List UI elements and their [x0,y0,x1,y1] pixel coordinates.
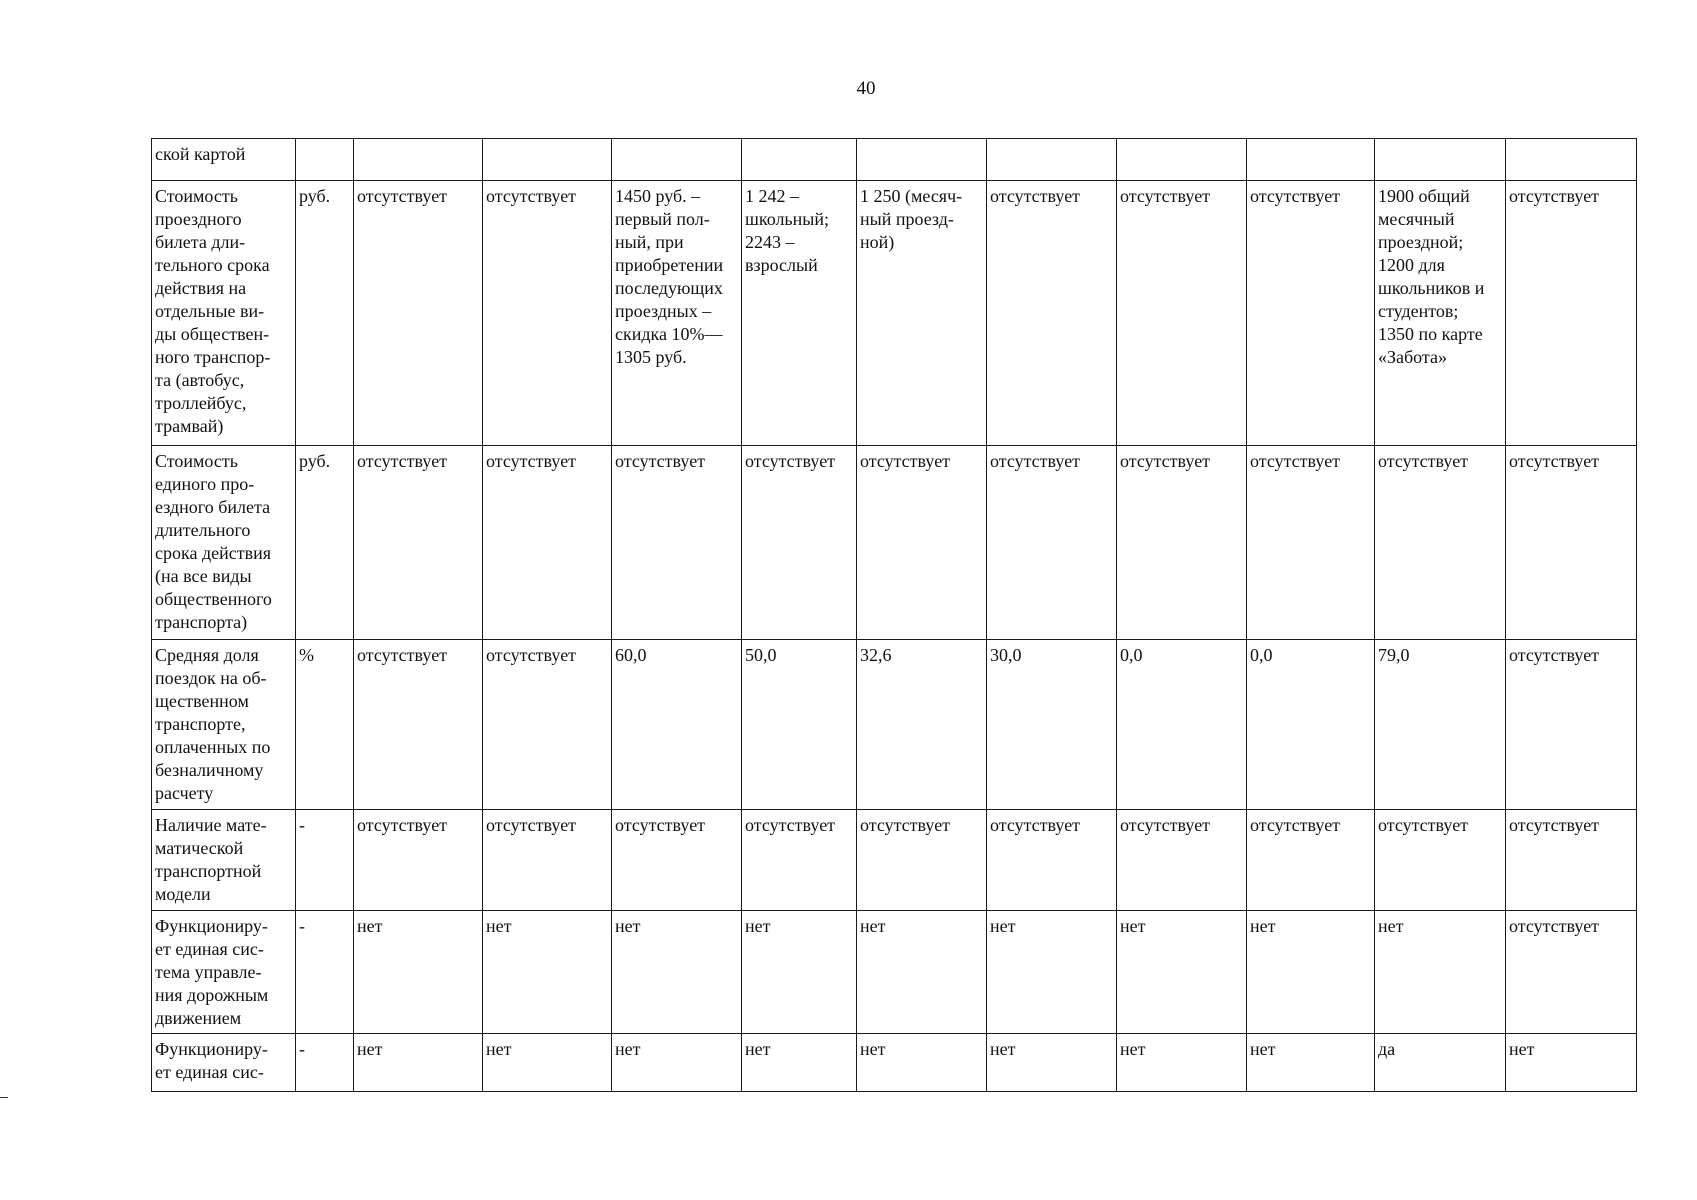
table-row [152,640,1637,810]
table-cell: отсутствует [742,810,857,911]
table-row [152,139,1637,181]
table-cell: отсутствует [483,446,612,640]
table-row [152,911,1637,1034]
table-cell [612,139,742,181]
table-cell: % [296,640,354,810]
table-cell [354,139,483,181]
table-cell: отсутствует [483,810,612,911]
table-cell: нет [1506,1034,1637,1092]
table-cell: отсутствует [987,181,1117,446]
table-cell: нет [987,911,1117,1034]
table-cell: руб. [296,181,354,446]
table-cell [742,139,857,181]
table-cell [1375,139,1506,181]
table-cell: 0,0 [1117,640,1247,810]
table-cell [296,139,354,181]
table-cell: отсутствует [354,640,483,810]
table-cell [1117,139,1247,181]
table-row [152,1034,1637,1092]
table-cell: отсутствует [1117,181,1247,446]
table-cell: руб. [296,446,354,640]
table-cell: нет [1247,1034,1375,1092]
table-cell: отсутствует [483,640,612,810]
table-cell: отсутствует [612,446,742,640]
table-row [152,181,1637,446]
table-cell: - [296,911,354,1034]
table-cell: 79,0 [1375,640,1506,810]
table-cell: нет [1117,911,1247,1034]
table-cell: Наличие мате- матической транспортной модели [152,810,296,911]
data-table [151,138,1637,1092]
table-cell: 1 250 (месяч- ный проезд- ной) [857,181,987,446]
table-cell: Стоимость проездного билета дли- тельного срока действия на отдельные ви- ды обществен- ного транспор- та (автобус, троллейбус, трамвай) [152,181,296,446]
table-cell: отсутствует [742,446,857,640]
table-body [152,139,1637,1092]
scan-edge-mark [0,1097,8,1098]
table-cell: 0,0 [1247,640,1375,810]
table-cell: нет [1247,911,1375,1034]
table-cell: Функциониру- ет единая сис- тема управле- ния дорожным движением [152,911,296,1034]
table-cell: нет [612,1034,742,1092]
table-cell: 60,0 [612,640,742,810]
table-cell: отсутствует [1117,810,1247,911]
table-cell: нет [483,1034,612,1092]
table-cell: отсутствует [1506,911,1637,1034]
table-cell: отсутствует [354,810,483,911]
table-cell: отсутствует [1506,181,1637,446]
table-cell: отсутствует [612,810,742,911]
table-cell: отсутствует [1375,446,1506,640]
table-cell: нет [354,911,483,1034]
table-cell: нет [742,911,857,1034]
table-cell: отсутствует [1506,446,1637,640]
table-cell: 1450 руб. – первый пол- ный, при приобретении последующих проездных – скидка 10%— 1305 руб. [612,181,742,446]
table-cell: отсутствует [857,810,987,911]
table-cell: отсутствует [1247,181,1375,446]
table-cell: отсутствует [987,446,1117,640]
table-cell: Средняя доля поездок на об- щественном транспорте, оплаченных по безналичному расчету [152,640,296,810]
table-cell: нет [1117,1034,1247,1092]
table-cell: отсутствует [1375,810,1506,911]
table-cell: Функциониру- ет единая сис- [152,1034,296,1092]
table-cell: 1900 общий месячный проездной; 1200 для школьников и студентов; 1350 по карте «Забота» [1375,181,1506,446]
table-cell: - [296,810,354,911]
table-cell: 1 242 – школьный; 2243 – взрослый [742,181,857,446]
table-cell: нет [483,911,612,1034]
table-cell: отсутствует [1247,810,1375,911]
table-cell: отсутствует [354,181,483,446]
table-cell: 30,0 [987,640,1117,810]
table-row [152,446,1637,640]
page-number: 40 [856,78,876,99]
table-cell: отсутствует [1506,640,1637,810]
table-cell: отсутствует [857,446,987,640]
table-cell: отсутствует [483,181,612,446]
table-cell: Стоимость единого про- ездного билета длительного срока действия (на все виды общественного транспорта) [152,446,296,640]
table-cell [857,139,987,181]
table-cell: отсутствует [1117,446,1247,640]
table-cell [1247,139,1375,181]
table-cell: отсутствует [354,446,483,640]
table-cell: - [296,1034,354,1092]
table-cell: да [1375,1034,1506,1092]
table-cell: нет [1375,911,1506,1034]
table-cell: нет [987,1034,1117,1092]
table-cell: нет [354,1034,483,1092]
table-cell: отсутствует [987,810,1117,911]
table-cell [1506,139,1637,181]
table-row [152,810,1637,911]
table-cell: нет [742,1034,857,1092]
table-cell: нет [612,911,742,1034]
table-cell: отсутствует [1247,446,1375,640]
table-cell: нет [857,1034,987,1092]
table-cell: нет [857,911,987,1034]
table-cell [483,139,612,181]
table-cell [987,139,1117,181]
table-cell: 50,0 [742,640,857,810]
table-cell: 32,6 [857,640,987,810]
table-cell: отсутствует [1506,810,1637,911]
table-cell: ской картой [152,139,296,181]
